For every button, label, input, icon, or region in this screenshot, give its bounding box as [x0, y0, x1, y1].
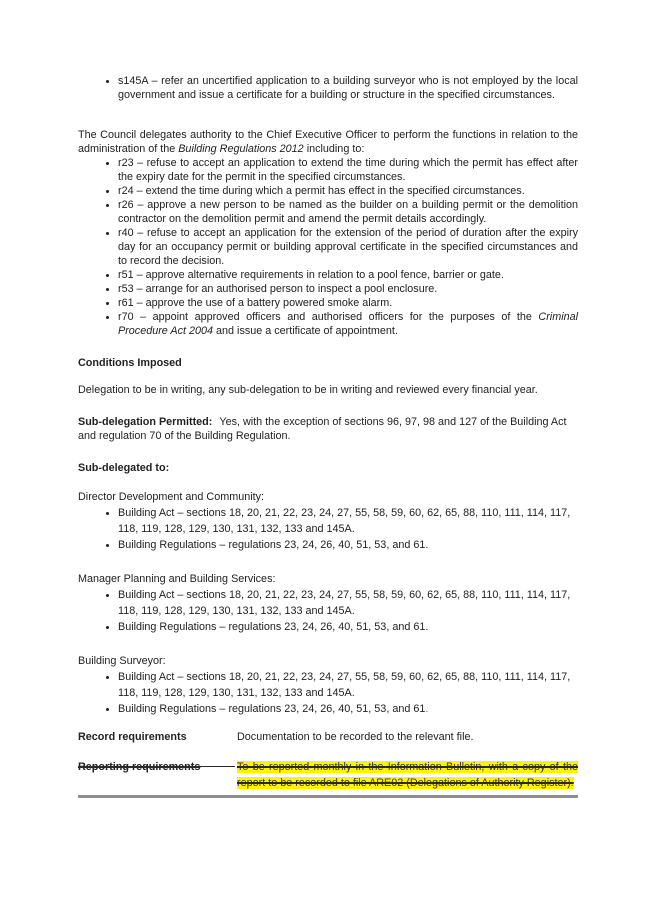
director-building-regulations-bullet: • Building Regulations – regulations 23, 24, 26, 40, 51, 53, and 61.: [118, 537, 578, 553]
surveyor-regulations-text: Building Regulations – regulations 23, 24, 26, 40, 51, 53, and 61: [118, 703, 426, 715]
manager-building-regulations-bullet: • Building Regulations – regulations 23, 24, 26, 40, 51, 53, and 61.: [118, 619, 578, 635]
surveyor-building-act-bullet: • Building Act – sections 18, 20, 21, 22, 23, 24, 27, 55, 58, 59, 60, 62, 65, 88, 110, 111, 114, 117, 118, 119, 128, 129, 130, 131, 132, 133 and 145A.: [118, 669, 578, 701]
subdelegation-permitted-label: Sub-delegation Permitted:: [78, 416, 213, 428]
subdelegate-surveyor-list: [78, 669, 578, 717]
subdelegate-director-list: [78, 505, 578, 553]
subdelegate-manager-block: [78, 571, 578, 635]
intro-bullet-list: [78, 74, 578, 102]
subdelegate-surveyor-title: Building Surveyor:: [78, 655, 166, 667]
council-paragraph-post: including to:: [303, 143, 365, 155]
manager-building-act-bullet: • Building Act – sections 18, 20, 21, 22, 23, 24, 27, 55, 58, 59, 60, 62, 65, 88, 110, 111, 114, 117, 118, 119, 128, 129, 130, 131, 132, 133 and 145A.: [118, 587, 578, 619]
conditions-imposed-heading: Conditions Imposed: [78, 357, 182, 369]
table-bottom-border: [78, 795, 578, 798]
council-paragraph-pre: The Council delegates authority to the Chief Executive Officer to perform the functions in relation to the administration of the: [78, 129, 578, 155]
record-requirements-label: Record requirements: [78, 731, 187, 743]
subdelegate-director-block: [78, 489, 578, 553]
strikethrough-connector-line: [200, 759, 237, 791]
subdelegate-manager-title: Manager Planning and Building Services:: [78, 573, 276, 585]
criminal-procedure-act-italic: Criminal Procedure Act 2004: [118, 311, 578, 337]
bullet-r53: • r53 – arrange for an authorised person to inspect a pool enclosure.: [118, 282, 578, 296]
bullet-r40: • r40 – refuse to accept an application for the extension of the period of duration after the expiry day for an occupancy permit or building approval certificate in the specified circumstances and to record the decision.: [118, 226, 578, 268]
bullet-r70: [118, 310, 578, 338]
record-requirements-row: [78, 729, 578, 745]
bullet-r70-post: and issue a certificate of appointment.: [213, 325, 398, 337]
council-delegation-paragraph: [78, 128, 578, 156]
bullet-r61: • r61 – approve the use of a battery powered smoke alarm.: [118, 296, 578, 310]
record-requirements-value: Documentation to be recorded to the relevant file.: [237, 731, 474, 743]
bullet-r51: • r51 – approve alternative requirements in relation to a pool fence, barrier or gate.: [118, 268, 578, 282]
reporting-requirements-label-cell: [78, 759, 237, 791]
bullet-r24: • r24 – extend the time during which a permit has effect in the specified circumstances.: [118, 184, 578, 198]
reporting-requirements-row: [78, 759, 578, 791]
subdelegated-to-heading: Sub-delegated to:: [78, 462, 170, 474]
bullet-r26: • r26 – approve a new person to be named as the builder on a building permit or the demolition contractor on the demolition permit and amend the permit details accordingly.: [118, 198, 578, 226]
bullet-r23: • r23 – refuse to accept an application to extend the time during which the permit has effect after the expiry date for the permit in the specified circumstances.: [118, 156, 578, 184]
reporting-requirements-label: Reporting requirements: [78, 761, 201, 773]
subdelegation-permitted-text: Yes, with the exception of sections 96, 97, 98 and 127 of the Building Act and regulation 70 of the Building Regulation.: [78, 416, 567, 442]
surveyor-regulations-red-period: .: [425, 703, 429, 715]
reporting-requirements-highlighted-struck-text: To be reported monthly in the Information Bulletin, with a copy of the report to be recorded to file ARE02 (Delegations of Authority Register).: [237, 761, 578, 789]
subdelegate-manager-list: [78, 587, 578, 635]
bullet-r70-pre: r70 – appoint approved officers and authorised officers for the purposes of the: [118, 311, 539, 323]
bullet-s145a: • s145A – refer an uncertified application to a building surveyor who is not employed by the local government and issue a certificate for a building or structure in the specified circumstances.: [118, 74, 578, 102]
subdelegation-permitted-paragraph: [78, 415, 578, 443]
regulation-functions-list: [78, 156, 578, 338]
conditions-text: Delegation to be in writing, any sub-delegation to be in writing and reviewed every financial year.: [78, 384, 538, 396]
building-regulations-2012-italic: Building Regulations 2012: [178, 143, 304, 155]
reporting-requirements-value-cell: [237, 759, 578, 791]
subdelegate-surveyor-block: [78, 653, 578, 717]
surveyor-building-regulations-bullet: [118, 701, 578, 717]
director-building-act-bullet: • Building Act – sections 18, 20, 21, 22, 23, 24, 27, 55, 58, 59, 60, 62, 65, 88, 110, 111, 114, 117, 118, 119, 128, 129, 130, 131, 132, 133 and 145A.: [118, 505, 578, 537]
subdelegate-director-title: Director Development and Community:: [78, 491, 265, 503]
